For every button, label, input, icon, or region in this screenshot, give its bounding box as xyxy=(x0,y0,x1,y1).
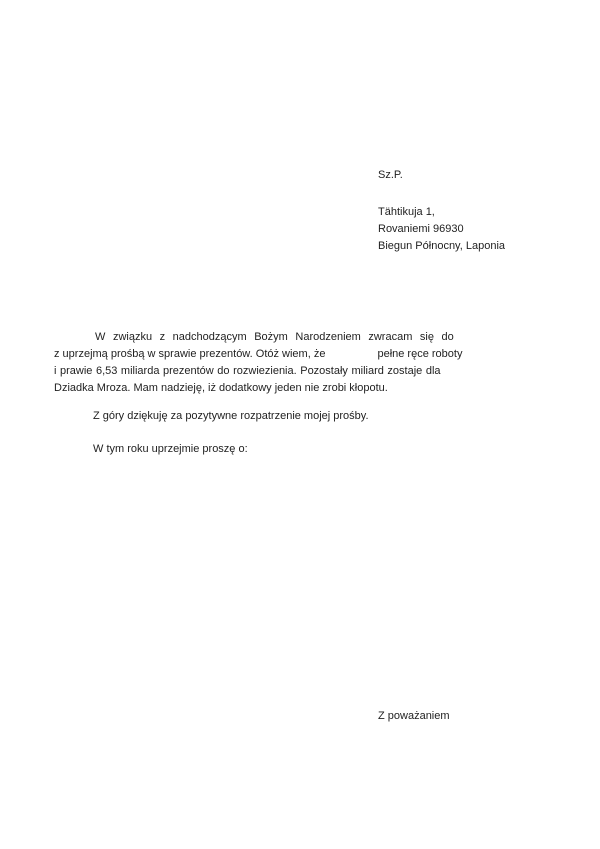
recipient-address-block xyxy=(378,204,505,255)
body-line-2-after-gap: pełne ręce roboty xyxy=(377,348,463,360)
address-line-street: Tähtikuja 1, xyxy=(378,206,435,218)
body-line-2 xyxy=(54,346,462,363)
body-paragraph-thanks: Z góry dziękuję za pozytywne rozpatrzenie mojej prośby. xyxy=(93,410,369,422)
address-line-region: Biegun Północny, Laponia xyxy=(378,240,506,252)
closing-line: Z poważaniem xyxy=(378,710,450,722)
recipient-salutation: Sz.P. xyxy=(378,169,403,181)
address-line-city: Rovaniemi 96930 xyxy=(378,223,464,235)
empty-merge-field-gap xyxy=(325,356,377,357)
body-paragraph-request-intro: W tym roku uprzejmie proszę o: xyxy=(93,443,248,455)
body-line-4: Dziadka Mroza. Mam nadzieję, iż dodatkowy jeden nie zrobi kłopotu. xyxy=(54,382,388,394)
body-line-1: W związku z nadchodzącym Bożym Narodzeniem zwracam się do xyxy=(95,331,454,343)
body-paragraph-main xyxy=(54,329,462,397)
body-line-3: i prawie 6,53 miliarda prezentów do rozwiezienia. Pozostały miliard zostaje dla xyxy=(54,365,441,377)
body-line-2-before-gap: z uprzejmą prośbą w sprawie prezentów. Otóż wiem, że xyxy=(54,348,326,360)
